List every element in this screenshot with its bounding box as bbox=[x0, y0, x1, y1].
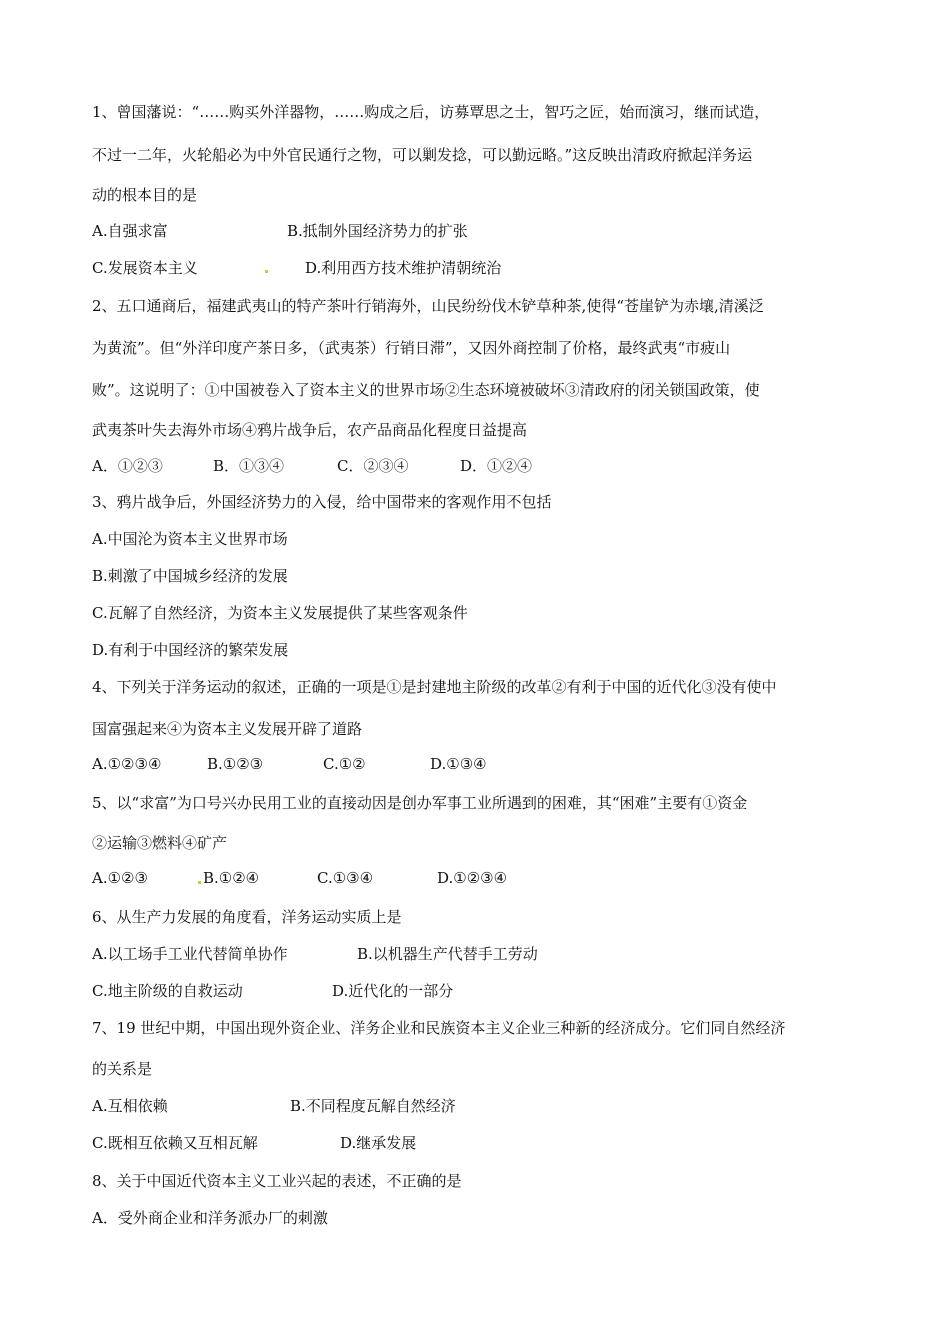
question-1-line-2: 不过一二年，火轮船必为中外官民通行之物，可以剿发捻，可以勤远略。”这反映出清政府掀起洋务运 bbox=[92, 146, 753, 164]
question-7-option-c: C.既相互依赖又互相瓦解 bbox=[92, 1134, 258, 1152]
question-1-line-3: 动的根本目的是 bbox=[92, 186, 198, 204]
question-3-option-d: D.有利于中国经济的繁荣发展 bbox=[92, 641, 289, 659]
question-3-line-1: 3、鸦片战争后，外国经济势力的入侵，给中国带来的客观作用不包括 bbox=[92, 493, 552, 511]
question-1-option-d: D.利用西方技术维护清朝统治 bbox=[305, 259, 502, 277]
question-5-line-2: ②运输③燃料④矿产 bbox=[92, 834, 228, 852]
question-6-option-b: B.以机器生产代替手工劳动 bbox=[357, 945, 538, 963]
question-2-line-3: 败”。这说明了：①中国被卷入了资本主义的世界市场②生态环境被破坏③清政府的闭关锁国政策，使 bbox=[92, 381, 760, 399]
question-1-option-a: A.自强求富 bbox=[92, 222, 168, 240]
question-6-option-c: C.地主阶级的自救运动 bbox=[92, 982, 243, 1000]
question-5-line-1: 5、以“求富”为口号兴办民用工业的直接动因是创办军事工业所遇到的困难，其“困难”主要有①资金 bbox=[92, 794, 748, 812]
speck-mark bbox=[198, 881, 201, 884]
question-4-option-a: A.①②③④ bbox=[92, 755, 162, 773]
question-2-line-4: 武夷茶叶失去海外市场④鸦片战争后，农产品商品化程度日益提高 bbox=[92, 421, 528, 439]
question-7-option-b: B.不同程度瓦解自然经济 bbox=[290, 1097, 456, 1115]
question-4-option-c: C.①② bbox=[323, 755, 366, 773]
question-7-option-d: D.继承发展 bbox=[340, 1134, 417, 1152]
question-2-option-d: D．①②④ bbox=[460, 457, 533, 475]
question-8-option-a: A．受外商企业和洋务派办厂的刺激 bbox=[92, 1209, 328, 1227]
question-3-option-b: B.刺激了中国城乡经济的发展 bbox=[92, 567, 288, 585]
question-3-option-c: C.瓦解了自然经济，为资本主义发展提供了某些客观条件 bbox=[92, 604, 468, 622]
question-8-line-1: 8、关于中国近代资本主义工业兴起的表述，不正确的是 bbox=[92, 1172, 462, 1190]
question-4-line-1: 4、下列关于洋务运动的叙述，正确的一项是①是封建地主阶级的改革②有利于中国的近代化③没有使中 bbox=[92, 678, 777, 696]
question-2-option-b: B．①③④ bbox=[213, 457, 285, 475]
question-5-option-b: B.①②④ bbox=[203, 869, 260, 887]
question-1-line-1: 1、曾国藩说：“……购买外洋器物，……购成之后，访募覃思之士，智巧之匠，始而演习，继而试造， bbox=[92, 103, 770, 121]
question-2-option-a: A．①②③ bbox=[92, 457, 163, 475]
question-5-option-d: D.①②③④ bbox=[437, 869, 508, 887]
question-5-option-a: A.①②③ bbox=[92, 869, 148, 887]
question-1-option-c: C.发展资本主义 bbox=[92, 259, 198, 277]
question-4-option-b: B.①②③ bbox=[207, 755, 264, 773]
question-1-option-b: B.抵制外国经济势力的扩张 bbox=[287, 222, 468, 240]
question-7-line-2: 的关系是 bbox=[92, 1060, 153, 1078]
question-6-option-a: A.以工场手工业代替简单协作 bbox=[92, 945, 288, 963]
question-2-line-1: 2、五口通商后，福建武夷山的特产茶叶行销海外，山民纷纷伐木铲草种茶,使得“苍崖铲为赤壤,清溪泛 bbox=[92, 297, 764, 315]
speck-mark bbox=[265, 270, 268, 273]
question-4-option-d: D.①③④ bbox=[430, 755, 487, 773]
question-4-line-2: 国富强起来④为资本主义发展开辟了道路 bbox=[92, 720, 363, 738]
question-7-line-1: 7、19 世纪中期，中国出现外资企业、洋务企业和民族资本主义企业三种新的经济成分。它们同自然经济 bbox=[92, 1019, 786, 1037]
question-2-line-2: 为黄流”。但“外洋印度产茶日多，（武夷茶）行销日滞”，又因外商控制了价格，最终武夷“市疲山 bbox=[92, 339, 731, 357]
question-7-option-a: A.互相依赖 bbox=[92, 1097, 168, 1115]
question-6-line-1: 6、从生产力发展的角度看，洋务运动实质上是 bbox=[92, 908, 402, 926]
question-3-option-a: A.中国沦为资本主义世界市场 bbox=[92, 530, 288, 548]
question-5-option-c: C.①③④ bbox=[317, 869, 374, 887]
question-2-option-c: C．②③④ bbox=[337, 457, 409, 475]
question-6-option-d: D.近代化的一部分 bbox=[332, 982, 454, 1000]
